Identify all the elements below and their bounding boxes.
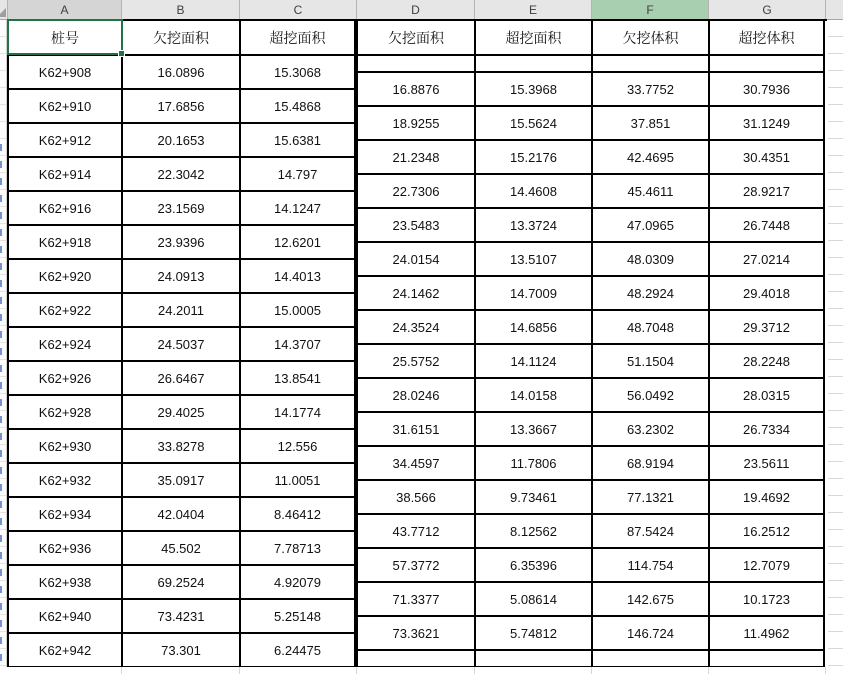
- station-table: [7, 19, 358, 668]
- station-table-cell[interactable]: K62+918: [9, 226, 123, 260]
- interval-table-cell[interactable]: 51.1504: [593, 345, 710, 379]
- column-header-d[interactable]: D: [357, 0, 475, 19]
- station-table-cell[interactable]: 45.502: [123, 532, 241, 566]
- station-table-cell[interactable]: 16.0896: [123, 56, 241, 90]
- interval-table: [356, 19, 827, 668]
- interval-table-header-cell[interactable]: 超挖体积: [710, 21, 825, 56]
- interval-table-cell[interactable]: 31.6151: [358, 413, 476, 447]
- interval-table-cell[interactable]: 14.1124: [476, 345, 593, 379]
- station-table-cell[interactable]: K62+926: [9, 362, 123, 396]
- interval-table-cell[interactable]: 68.9194: [593, 447, 710, 481]
- station-table-cell[interactable]: 69.2524: [123, 566, 241, 600]
- column-header-c[interactable]: C: [240, 0, 357, 19]
- column-header-partial[interactable]: [826, 0, 843, 19]
- interval-table-cell[interactable]: 15.5624: [476, 107, 593, 141]
- interval-table-cell[interactable]: 48.0309: [593, 243, 710, 277]
- interval-table-cell[interactable]: 77.1321: [593, 481, 710, 515]
- station-table-cell[interactable]: K62+938: [9, 566, 123, 600]
- station-table-cell[interactable]: 7.78713: [241, 532, 356, 566]
- station-table-cell[interactable]: 15.0005: [241, 294, 356, 328]
- interval-table-cell[interactable]: 29.4018: [710, 277, 825, 311]
- interval-table-cell[interactable]: 87.5424: [593, 515, 710, 549]
- select-all-triangle-icon: [0, 8, 6, 17]
- interval-table-cell[interactable]: 26.7334: [710, 413, 825, 447]
- interval-table-cell[interactable]: 19.4692: [710, 481, 825, 515]
- station-table-cell[interactable]: 23.9396: [123, 226, 241, 260]
- empty-spacer-cell[interactable]: [593, 56, 710, 73]
- interval-table-cell[interactable]: 18.9255: [358, 107, 476, 141]
- empty-spacer-cell[interactable]: [476, 56, 593, 73]
- station-table-header-cell[interactable]: 欠挖面积: [123, 21, 241, 56]
- station-table-cell[interactable]: 8.46412: [241, 498, 356, 532]
- interval-table-cell[interactable]: 12.7079: [710, 549, 825, 583]
- station-table-cell[interactable]: K62+940: [9, 600, 123, 634]
- station-table-cell[interactable]: 12.556: [241, 430, 356, 464]
- station-table-cell[interactable]: 24.0913: [123, 260, 241, 294]
- interval-table-cell[interactable]: 14.4608: [476, 175, 593, 209]
- interval-table-cell[interactable]: 48.2924: [593, 277, 710, 311]
- interval-table-cell[interactable]: 15.2176: [476, 141, 593, 175]
- station-table-header-cell[interactable]: 超挖面积: [241, 21, 356, 56]
- interval-table-cell[interactable]: 30.4351: [710, 141, 825, 175]
- station-table-cell[interactable]: 33.8278: [123, 430, 241, 464]
- interval-table-cell[interactable]: 16.8876: [358, 73, 476, 107]
- interval-table-cell[interactable]: 21.2348: [358, 141, 476, 175]
- interval-table-cell[interactable]: 28.0315: [710, 379, 825, 413]
- interval-table-cell[interactable]: 6.35396: [476, 549, 593, 583]
- empty-spacer-cell[interactable]: [710, 56, 825, 73]
- column-header-f[interactable]: F: [592, 0, 709, 19]
- station-table-cell[interactable]: K62+936: [9, 532, 123, 566]
- sheet-gridlines-bottom: [0, 667, 843, 674]
- station-table-cell[interactable]: 73.301: [123, 634, 241, 668]
- station-table-cell[interactable]: K62+912: [9, 124, 123, 158]
- interval-table-cell[interactable]: 13.3724: [476, 209, 593, 243]
- interval-table-cell[interactable]: 10.1723: [710, 583, 825, 617]
- column-header-a[interactable]: A: [8, 0, 122, 19]
- interval-table-cell[interactable]: 33.7752: [593, 73, 710, 107]
- station-table-cell[interactable]: K62+922: [9, 294, 123, 328]
- empty-tail-cell[interactable]: [710, 651, 825, 668]
- interval-table-cell[interactable]: 5.08614: [476, 583, 593, 617]
- interval-table-cell[interactable]: 57.3772: [358, 549, 476, 583]
- station-table-cell[interactable]: 23.1569: [123, 192, 241, 226]
- station-table-cell[interactable]: K62+934: [9, 498, 123, 532]
- interval-table-cell[interactable]: 73.3621: [358, 617, 476, 651]
- interval-table-cell[interactable]: 23.5483: [358, 209, 476, 243]
- interval-table-cell[interactable]: 37.851: [593, 107, 710, 141]
- station-table-cell[interactable]: 12.6201: [241, 226, 356, 260]
- station-table-cell[interactable]: K62+914: [9, 158, 123, 192]
- station-table-header-cell[interactable]: 桩号: [9, 21, 123, 56]
- sheet-gridlines-right: [828, 20, 843, 667]
- station-table-cell[interactable]: 17.6856: [123, 90, 241, 124]
- station-table-cell[interactable]: K62+908: [9, 56, 123, 90]
- interval-table-cell[interactable]: 42.4695: [593, 141, 710, 175]
- interval-table-cell[interactable]: 56.0492: [593, 379, 710, 413]
- station-table-cell[interactable]: 24.5037: [123, 328, 241, 362]
- fill-handle[interactable]: [118, 50, 125, 57]
- station-table-cell[interactable]: K62+928: [9, 396, 123, 430]
- interval-table-cell[interactable]: 25.5752: [358, 345, 476, 379]
- interval-table-cell[interactable]: 63.2302: [593, 413, 710, 447]
- select-all-corner[interactable]: [0, 0, 8, 19]
- column-header-b[interactable]: B: [122, 0, 240, 19]
- station-table-cell[interactable]: 11.0051: [241, 464, 356, 498]
- interval-table-cell[interactable]: 71.3377: [358, 583, 476, 617]
- interval-table-cell[interactable]: 43.7712: [358, 515, 476, 549]
- row-number-fragments: [0, 139, 2, 674]
- station-table-cell[interactable]: 6.24475: [241, 634, 356, 668]
- interval-table-cell[interactable]: 24.1462: [358, 277, 476, 311]
- station-table-cell[interactable]: 15.6381: [241, 124, 356, 158]
- row-header-strip[interactable]: [0, 20, 7, 674]
- interval-table-cell[interactable]: 146.724: [593, 617, 710, 651]
- interval-table-cell[interactable]: 48.7048: [593, 311, 710, 345]
- interval-table-cell[interactable]: 14.0158: [476, 379, 593, 413]
- interval-table-cell[interactable]: 45.4611: [593, 175, 710, 209]
- station-table-cell[interactable]: 15.4868: [241, 90, 356, 124]
- empty-tail-cell[interactable]: [593, 651, 710, 668]
- station-table-cell[interactable]: 26.6467: [123, 362, 241, 396]
- interval-table-cell[interactable]: 47.0965: [593, 209, 710, 243]
- column-header-e[interactable]: E: [475, 0, 592, 19]
- station-table-cell[interactable]: 4.92079: [241, 566, 356, 600]
- interval-table-cell[interactable]: 28.2248: [710, 345, 825, 379]
- interval-table-cell[interactable]: 11.7806: [476, 447, 593, 481]
- station-table-cell[interactable]: 14.3707: [241, 328, 356, 362]
- station-table-cell[interactable]: K62+916: [9, 192, 123, 226]
- interval-table-cell[interactable]: 31.1249: [710, 107, 825, 141]
- interval-table-cell[interactable]: 13.5107: [476, 243, 593, 277]
- interval-table-cell[interactable]: 15.3968: [476, 73, 593, 107]
- empty-tail-cell[interactable]: [476, 651, 593, 668]
- interval-table-cell[interactable]: 38.566: [358, 481, 476, 515]
- interval-table-header-cell[interactable]: 欠挖体积: [593, 21, 710, 56]
- interval-table-cell[interactable]: 28.9217: [710, 175, 825, 209]
- empty-spacer-cell[interactable]: [358, 56, 476, 73]
- station-table-cell[interactable]: K62+910: [9, 90, 123, 124]
- interval-table-cell[interactable]: 13.3667: [476, 413, 593, 447]
- station-table-cell[interactable]: 42.0404: [123, 498, 241, 532]
- station-table-cell[interactable]: 14.1247: [241, 192, 356, 226]
- station-table-cell[interactable]: 5.25148: [241, 600, 356, 634]
- interval-table-cell[interactable]: 34.4597: [358, 447, 476, 481]
- interval-table-cell[interactable]: 8.12562: [476, 515, 593, 549]
- station-table-cell[interactable]: 14.797: [241, 158, 356, 192]
- interval-table-cell[interactable]: 14.7009: [476, 277, 593, 311]
- column-header-strip: [0, 0, 843, 20]
- station-table-cell[interactable]: K62+942: [9, 634, 123, 668]
- empty-tail-cell[interactable]: [358, 651, 476, 668]
- station-table-cell[interactable]: 73.4231: [123, 600, 241, 634]
- interval-table-cell[interactable]: 16.2512: [710, 515, 825, 549]
- interval-table-cell[interactable]: 14.6856: [476, 311, 593, 345]
- interval-table-cell[interactable]: 24.3524: [358, 311, 476, 345]
- interval-table-cell[interactable]: 5.74812: [476, 617, 593, 651]
- interval-table-cell[interactable]: 22.7306: [358, 175, 476, 209]
- interval-table-header-cell[interactable]: 超挖面积: [476, 21, 593, 56]
- interval-table-cell[interactable]: 24.0154: [358, 243, 476, 277]
- interval-table-cell[interactable]: 26.7448: [710, 209, 825, 243]
- station-table-cell[interactable]: 24.2011: [123, 294, 241, 328]
- station-table-cell[interactable]: 13.8541: [241, 362, 356, 396]
- interval-table-cell[interactable]: 29.3712: [710, 311, 825, 345]
- interval-table-cell[interactable]: 28.0246: [358, 379, 476, 413]
- interval-table-cell[interactable]: 114.754: [593, 549, 710, 583]
- station-table-cell[interactable]: 29.4025: [123, 396, 241, 430]
- interval-table-cell[interactable]: 23.5611: [710, 447, 825, 481]
- station-table-cell[interactable]: K62+924: [9, 328, 123, 362]
- interval-table-cell[interactable]: 142.675: [593, 583, 710, 617]
- interval-table-header-cell[interactable]: 欠挖面积: [358, 21, 476, 56]
- station-table-cell[interactable]: 15.3068: [241, 56, 356, 90]
- station-table-cell[interactable]: 14.1774: [241, 396, 356, 430]
- interval-table-cell[interactable]: 27.0214: [710, 243, 825, 277]
- station-table-cell[interactable]: K62+932: [9, 464, 123, 498]
- interval-table-cell[interactable]: 11.4962: [710, 617, 825, 651]
- interval-table-cell[interactable]: 9.73461: [476, 481, 593, 515]
- station-table-cell[interactable]: 14.4013: [241, 260, 356, 294]
- station-table-cell[interactable]: 22.3042: [123, 158, 241, 192]
- station-table-cell[interactable]: K62+930: [9, 430, 123, 464]
- station-table-cell[interactable]: 35.0917: [123, 464, 241, 498]
- interval-table-cell[interactable]: 30.7936: [710, 73, 825, 107]
- station-table-cell[interactable]: 20.1653: [123, 124, 241, 158]
- column-header-g[interactable]: G: [709, 0, 826, 19]
- station-table-cell[interactable]: K62+920: [9, 260, 123, 294]
